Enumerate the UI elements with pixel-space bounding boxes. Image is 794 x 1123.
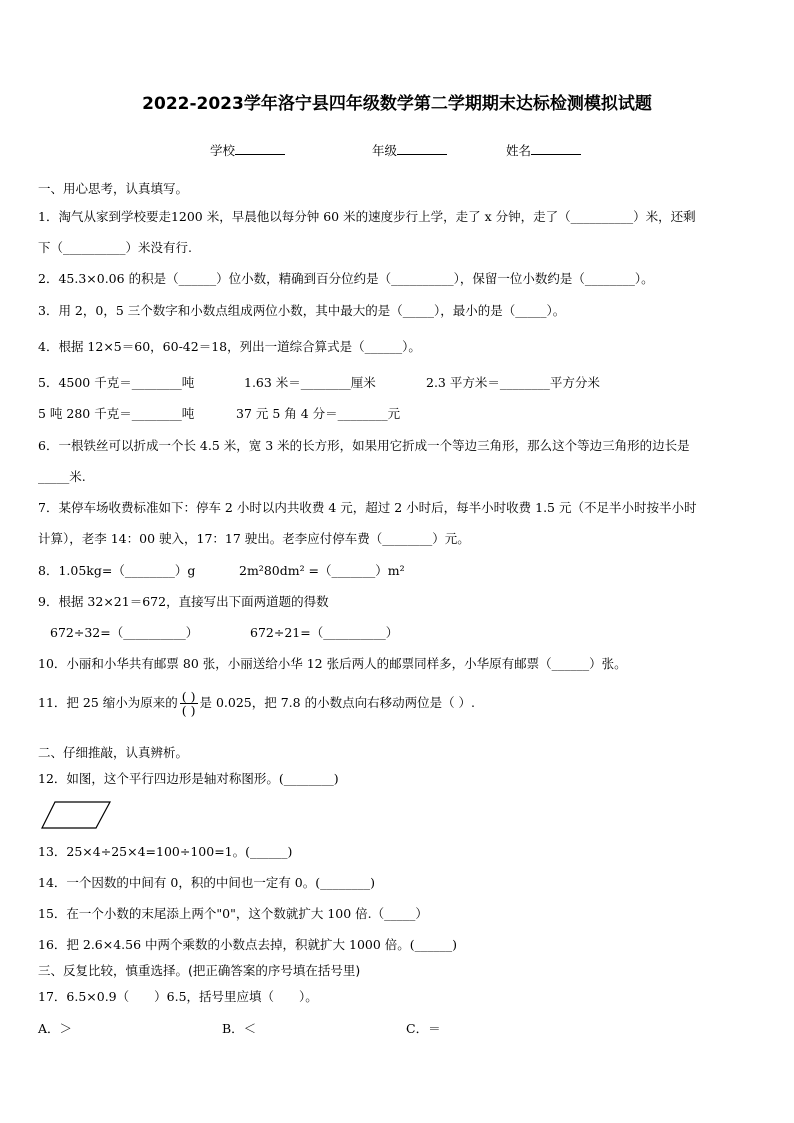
fraction-denominator: ( ) xyxy=(181,703,196,718)
school-field xyxy=(210,141,285,159)
question-5-item-2: 1.63 米＝________厘米 xyxy=(244,375,376,390)
section-1-heading: 一、用心思考，认真填写。 xyxy=(38,181,189,196)
option-a[interactable]: A．＞ xyxy=(38,1021,73,1036)
question-5-item-4: 5 吨 280 千克＝________吨 xyxy=(38,406,195,421)
name-field xyxy=(506,141,581,159)
school-blank[interactable] xyxy=(235,142,285,155)
question-1-line-2: 下（__________）米没有行. xyxy=(38,240,192,255)
question-4: 4．根据 12×5＝60，60-42＝18，列出一道综合算式是（______）。 xyxy=(38,339,421,354)
question-10: 10．小丽和小华共有邮票 80 张，小丽送给小华 12 张后两人的邮票同样多，小华原有邮票（______）张。 xyxy=(38,656,627,671)
grade-blank[interactable] xyxy=(397,142,447,155)
parallelogram-figure xyxy=(40,800,112,832)
question-5-item-1: 5．4500 千克＝________吨 xyxy=(38,375,195,390)
option-b[interactable]: B．＜ xyxy=(222,1021,257,1036)
page-title: 2022-2023学年洛宁县四年级数学第二学期期末达标检测模拟试题 xyxy=(142,94,652,114)
question-5-item-3: 2.3 平方米＝________平方分米 xyxy=(426,375,600,390)
grade-field xyxy=(372,141,447,159)
fraction-numerator: ( ) xyxy=(181,689,196,704)
option-c[interactable]: C．＝ xyxy=(406,1021,441,1036)
question-12: 12．如图，这个平行四边形是轴对称图形。(________) xyxy=(38,771,339,786)
question-8-item-1: 8．1.05kg=（________）g xyxy=(38,563,196,578)
name-blank[interactable] xyxy=(531,142,581,155)
question-9-item-1: 672÷32=（__________） xyxy=(50,625,199,640)
question-7-line-1: 7．某停车场收费标准如下：停车 2 小时以内共收费 4 元，超过 2 小时后，每半小时收费 1.5 元（不足半小时按半小时 xyxy=(38,500,697,515)
question-6-line-2: _____米. xyxy=(38,469,86,484)
section-2-heading: 二、仔细推敲，认真辨析。 xyxy=(38,745,189,760)
question-6-line-1: 6．一根铁丝可以折成一个长 4.5 米，宽 3 米的长方形，如果用它折成一个等边三角形，那么这个等边三角形的边长是 xyxy=(38,438,690,453)
question-9: 9．根据 32×21＝672，直接写出下面两道题的得数 xyxy=(38,594,329,609)
question-13: 13．25×4÷25×4=100÷100=1。(______) xyxy=(38,844,293,859)
question-11-text-2: 是 0.025，把 7.8 的小数点向右移动两位是（ ）. xyxy=(199,695,476,710)
question-5-item-5: 37 元 5 角 4 分＝________元 xyxy=(236,406,401,421)
question-16: 16．把 2.6×4.56 中两个乘数的小数点去掉，积就扩大 1000 倍。(______) xyxy=(38,937,458,952)
question-2: 2．45.3×0.06 的积是（______）位小数，精确到百分位约是（__________），保留一位小数约是（________）。 xyxy=(38,271,654,286)
question-1-line-1: 1．淘气从家到学校要走1200 米，早晨他以每分钟 60 米的速度步行上学，走了 x 分钟，走了（__________）米，还剩 xyxy=(38,209,696,224)
question-17: 17．6.5×0.9（ ）6.5，括号里应填（ ）。 xyxy=(38,989,318,1004)
grade-label: 年级 xyxy=(372,143,398,158)
name-label: 姓名 xyxy=(506,143,532,158)
fraction-blank[interactable] xyxy=(180,690,198,717)
question-9-item-2: 672÷21=（__________） xyxy=(250,625,399,640)
question-15: 15．在一个小数的末尾添上两个"0"，这个数就扩大 100 倍.（_____） xyxy=(38,906,428,921)
school-label: 学校 xyxy=(210,143,236,158)
question-11 xyxy=(38,690,475,717)
question-11-text-1: 11．把 25 缩小为原来的 xyxy=(38,695,178,710)
parallelogram-shape xyxy=(42,802,110,828)
question-14: 14．一个因数的中间有 0，积的中间也一定有 0。(________) xyxy=(38,875,376,890)
question-8-item-2: 2m²80dm² =（_______）m² xyxy=(239,563,405,578)
section-3-heading: 三、反复比较，慎重选择。(把正确答案的序号填在括号里) xyxy=(38,963,361,978)
question-3: 3．用 2，0，5 三个数字和小数点组成两位小数，其中最大的是（_____），最小的是（_____）。 xyxy=(38,303,566,318)
question-7-line-2: 计算），老李 14：00 驶入，17：17 驶出。老李应付停车费（________）元。 xyxy=(38,531,470,546)
